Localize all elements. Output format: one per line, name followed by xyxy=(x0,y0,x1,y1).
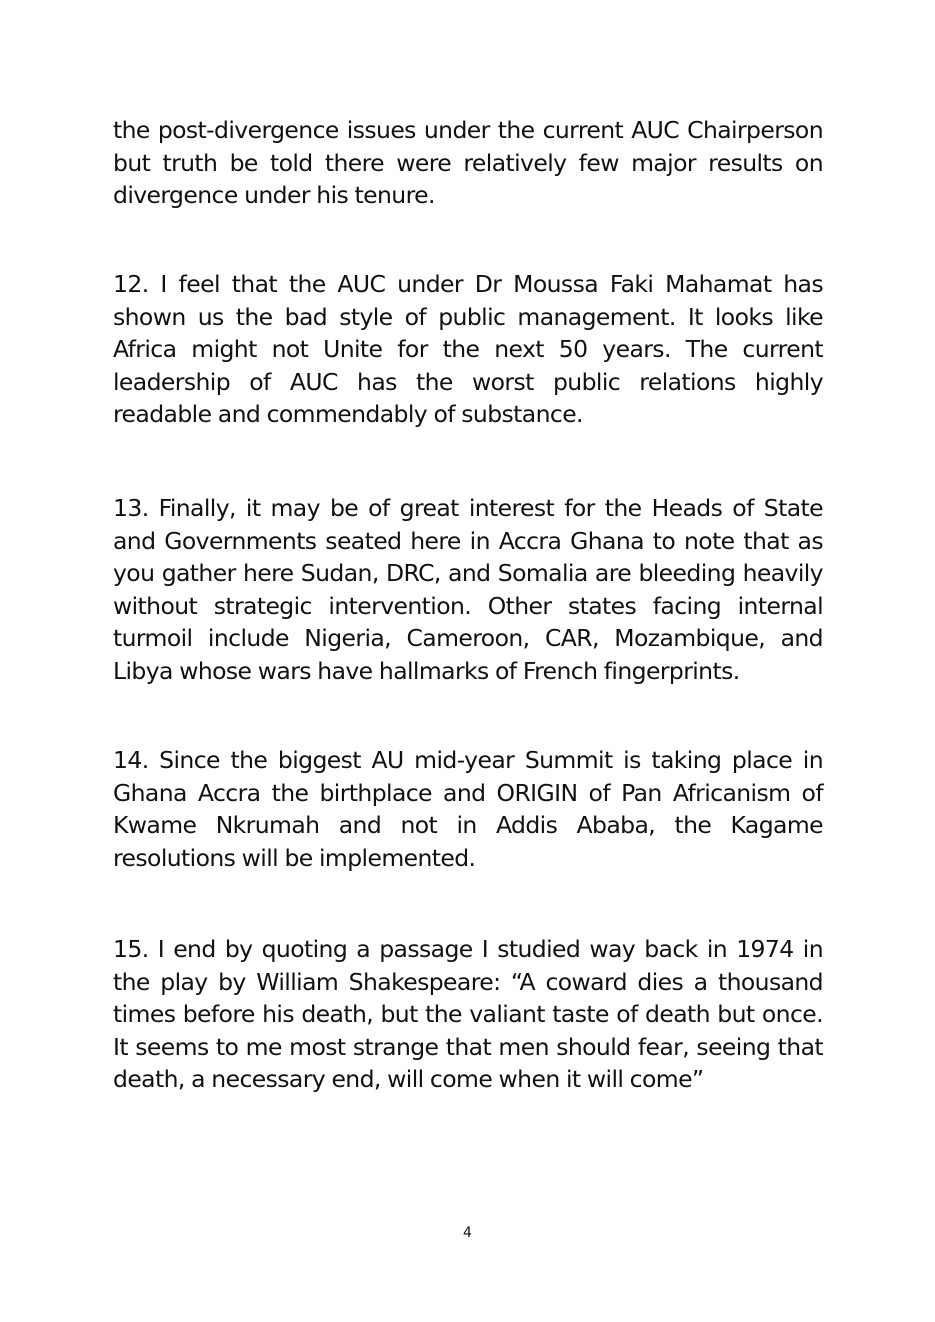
paragraph-14: 14. Since the biggest AU mid-year Summit is taking place in Ghana Accra the birthplace and ORIGIN of Pan Africanism of Kwame Nkrumah and not in Addis Ababa, the Kagame resolutions will be implemented. xyxy=(113,746,823,872)
paragraph-continuation: the post-divergence issues under the current AUC Chairperson but truth be told there were relatively few major results on divergence under his tenure. xyxy=(113,116,823,210)
paragraph-13: 13. Finally, it may be of great interest for the Heads of State and Governments seated here in Accra Ghana to note that as you gather here Sudan, DRC, and Somalia are bleeding heavily without strategic intervention. Other states facing internal turmoil include Nigeria, Cameroon, CAR, Mozambique, and Libya whose wars have hallmarks of French fingerprints. xyxy=(113,494,823,685)
page-number: 4 xyxy=(463,1225,472,1241)
paragraph-12: 12. I feel that the AUC under Dr Moussa Faki Mahamat has shown us the bad style of public management. It looks like Africa might not Unite for the next 50 years. The current leadership of AUC has the worst public relations highly readable and commendably of substance. xyxy=(113,270,823,429)
paragraph-15: 15. I end by quoting a passage I studied way back in 1974 in the play by William Shakespeare: “A coward dies a thousand times before his death, but the valiant taste of death but once. It seems to me most strange that men should fear, seeing that death, a necessary end, will come when it will come” xyxy=(113,935,823,1094)
